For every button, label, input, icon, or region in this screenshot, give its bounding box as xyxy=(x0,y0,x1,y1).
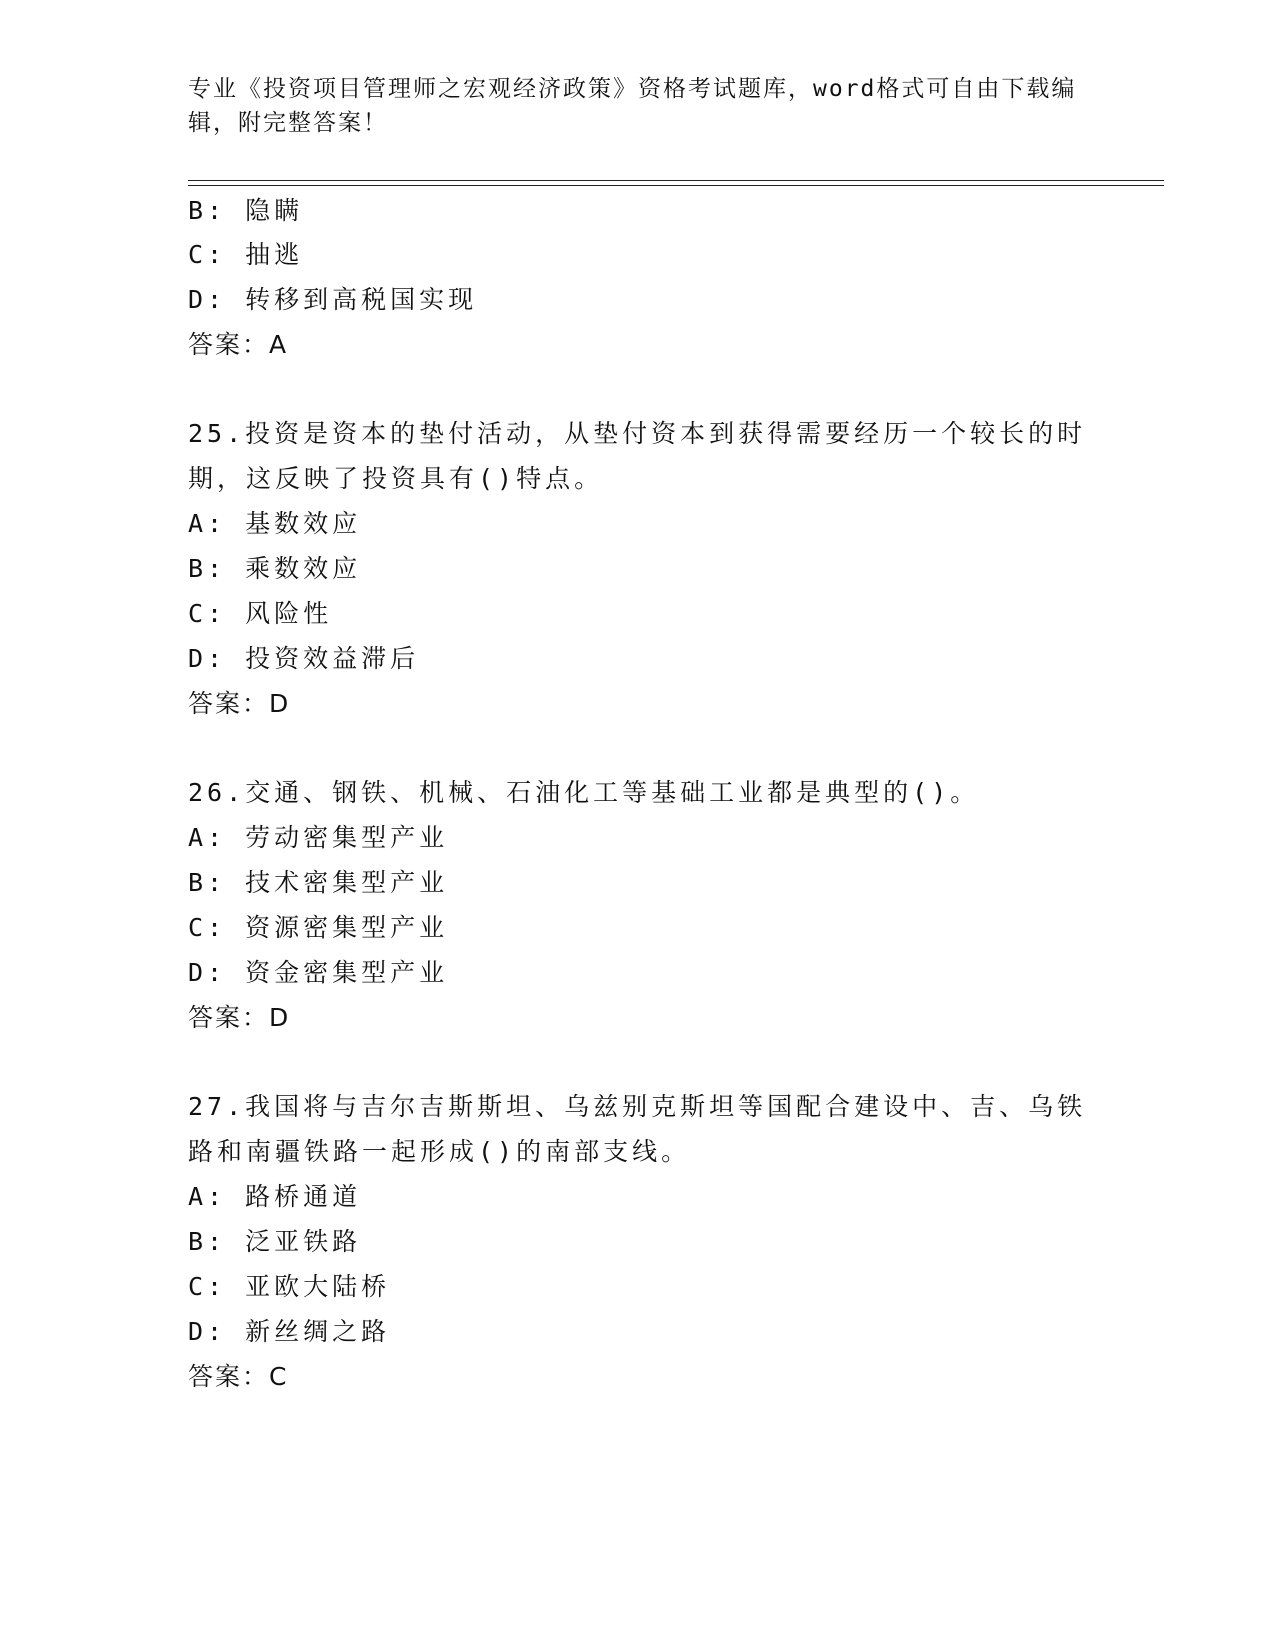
q27-stem-line-2: 路和南疆铁路一起形成()的南部支线。 xyxy=(188,1137,691,1166)
q25-option-b: B: 乘数效应 xyxy=(188,554,362,583)
q26-option-c: C: 资源密集型产业 xyxy=(188,913,449,942)
q27-option-b: B: 泛亚铁路 xyxy=(188,1227,362,1256)
q25-stem-line-2: 期，这反映了投资具有()特点。 xyxy=(188,464,604,493)
header-divider-bottom xyxy=(188,185,1164,186)
q27-option-a: A: 路桥通道 xyxy=(188,1182,362,1211)
prev-answer: 答案：A xyxy=(188,330,289,359)
prev-option-b: B: 隐瞒 xyxy=(188,196,304,225)
header-divider-top xyxy=(188,180,1164,181)
q26-answer: 答案：D xyxy=(188,1003,291,1032)
q27-option-d: D: 新丝绸之路 xyxy=(188,1317,391,1346)
q25-option-d: D: 投资效益滞后 xyxy=(188,644,420,673)
prev-option-c: C: 抽逃 xyxy=(188,240,304,269)
q26-option-a: A: 劳动密集型产业 xyxy=(188,823,449,852)
q25-option-c: C: 风险性 xyxy=(188,599,333,628)
q27-stem-line-1: 27.我国将与吉尔吉斯斯坦、乌兹别克斯坦等国配合建设中、吉、乌铁 xyxy=(188,1092,1087,1121)
q27-option-c: C: 亚欧大陆桥 xyxy=(188,1272,391,1301)
q25-answer: 答案：D xyxy=(188,689,291,718)
q26-stem-line-1: 26.交通、钢铁、机械、石油化工等基础工业都是典型的()。 xyxy=(188,778,980,807)
q25-option-a: A: 基数效应 xyxy=(188,509,362,538)
q27-answer: 答案：C xyxy=(188,1362,289,1391)
header-line-1: 专业《投资项目管理师之宏观经济政策》资格考试题库，word格式可自由下载编 xyxy=(188,76,1077,102)
prev-option-d: D: 转移到高税国实现 xyxy=(188,285,478,314)
q26-option-b: B: 技术密集型产业 xyxy=(188,868,449,897)
q26-option-d: D: 资金密集型产业 xyxy=(188,958,449,987)
header-line-2: 辑，附完整答案！ xyxy=(188,110,388,136)
q25-stem-line-1: 25.投资是资本的垫付活动，从垫付资本到获得需要经历一个较长的时 xyxy=(188,419,1087,448)
document-header xyxy=(188,72,1088,140)
